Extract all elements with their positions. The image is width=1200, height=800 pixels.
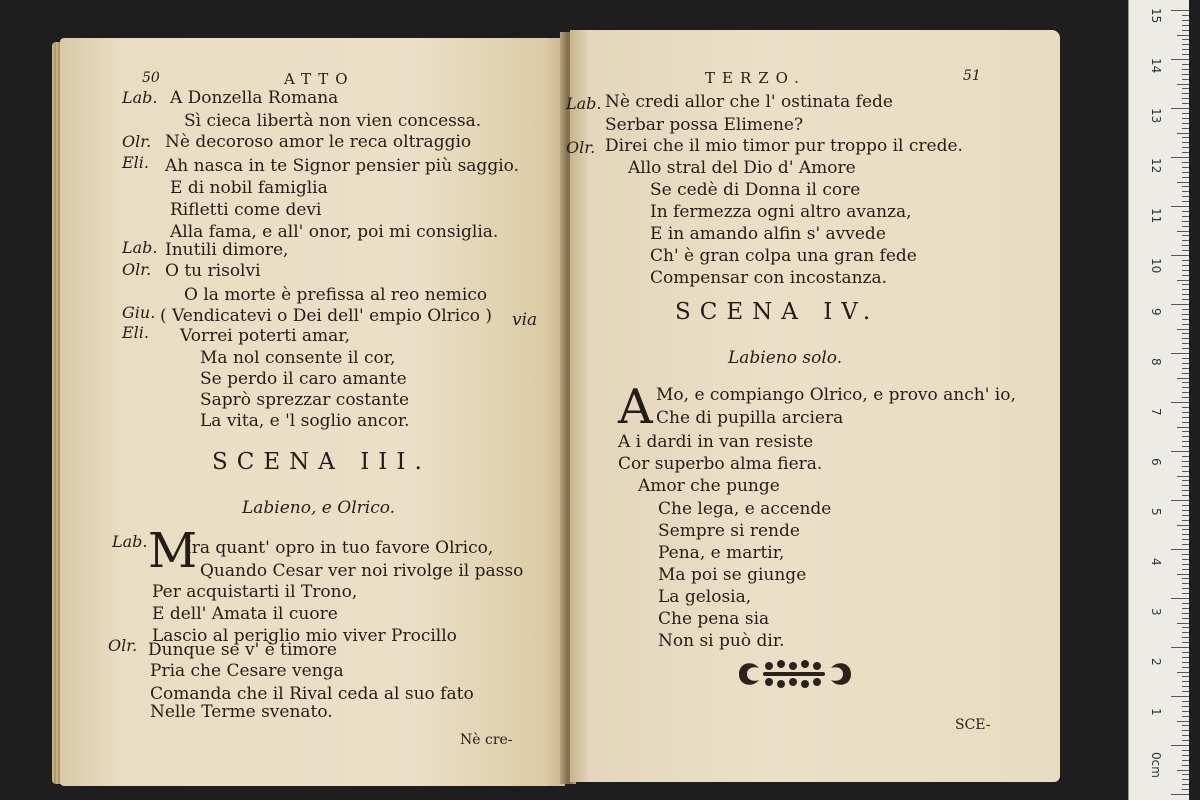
ruler-tick	[1182, 667, 1189, 668]
ruler-tick	[1182, 39, 1189, 40]
ruler-tick	[1177, 133, 1189, 134]
ruler-tick	[1177, 721, 1189, 722]
verse-line: Alla fama, e all' onor, poi mi consiglia.	[170, 222, 499, 242]
ruler-tick	[1182, 657, 1189, 658]
ruler-tick	[1182, 706, 1189, 707]
verse-line: E di nobil famiglia	[170, 178, 328, 198]
ruler-tick	[1171, 206, 1189, 207]
verse-line: Cor superbo alma fiera.	[618, 454, 823, 474]
verse-line: Saprò sprezzar costante	[200, 390, 410, 410]
ruler-tick	[1182, 676, 1189, 677]
ruler-tick	[1177, 84, 1189, 85]
verse-line: Mo, e compiango Olrico, e provo anch' io,	[656, 385, 1016, 405]
ruler-tick	[1182, 784, 1189, 785]
ruler-tick	[1182, 44, 1189, 45]
ruler-tick	[1182, 392, 1189, 393]
ruler-tick	[1182, 539, 1189, 540]
speaker-label: Lab.	[566, 94, 602, 113]
ruler-tick	[1182, 554, 1189, 555]
ruler-tick	[1182, 196, 1189, 197]
ruler-tick	[1182, 113, 1189, 114]
ruler-number: 11	[1149, 208, 1163, 224]
verse-line: Ch' è gran colpa una gran fede	[650, 246, 917, 266]
ruler-tick	[1182, 637, 1189, 638]
ruler-tick	[1182, 431, 1189, 432]
ruler-tick	[1182, 152, 1189, 153]
ruler-number: 4	[1149, 558, 1163, 566]
ruler-tick	[1182, 485, 1189, 486]
ruler-tick	[1182, 177, 1189, 178]
verse-line: Inutili dimore,	[165, 240, 289, 260]
ruler-tick	[1182, 461, 1189, 462]
verse-line: O tu risolvi	[165, 261, 261, 281]
ruler-number: 7	[1149, 408, 1163, 416]
verse-line: Rifletti come devi	[170, 200, 322, 220]
ruler-tick	[1182, 765, 1189, 766]
ruler-tick	[1182, 397, 1189, 398]
ruler-tick	[1182, 588, 1189, 589]
right-running-header: TERZO.	[705, 69, 806, 87]
ruler-tick	[1171, 108, 1189, 109]
verse-line: Quando Cesar ver noi rivolge il passo	[200, 561, 524, 581]
ruler-tick	[1182, 216, 1189, 217]
ruler-tick	[1182, 505, 1189, 506]
speaker-label: Olr.	[122, 260, 152, 279]
ruler-tick	[1171, 745, 1189, 746]
ruler-tick	[1182, 324, 1189, 325]
verse-line: Nelle Terme svenato.	[150, 702, 333, 722]
stage-direction: via	[512, 310, 538, 330]
ruler-tick	[1182, 123, 1189, 124]
ruler-tick	[1171, 598, 1189, 599]
speaker-label: Lab.	[112, 532, 148, 551]
ruler-tick	[1182, 593, 1189, 594]
speaker-label: Giu.	[122, 303, 156, 322]
ruler-tick	[1177, 770, 1189, 771]
verse-line: Per acquistarti il Trono,	[152, 582, 358, 602]
ruler-tick	[1182, 407, 1189, 408]
ruler-tick	[1182, 79, 1189, 80]
verse-line: Ma poi se giunge	[658, 565, 807, 585]
ruler-tick	[1177, 525, 1189, 526]
ruler-tick	[1182, 627, 1189, 628]
verse-line: A i dardi in van resiste	[618, 432, 814, 452]
ruler-tick	[1182, 314, 1189, 315]
ruler-tick	[1182, 740, 1189, 741]
scene-heading: SCENA III.	[212, 449, 431, 475]
ruler-tick	[1182, 618, 1189, 619]
ruler-tick	[1182, 309, 1189, 310]
ruler-tick	[1171, 549, 1189, 550]
ruler-number: 0cm	[1149, 752, 1163, 778]
verse-line: Che di pupilla arciera	[656, 408, 844, 428]
ruler-tick	[1182, 54, 1189, 55]
ruler-tick	[1171, 59, 1189, 60]
ruler-tick	[1182, 103, 1189, 104]
ruler-tick	[1182, 471, 1189, 472]
ruler-tick	[1171, 696, 1189, 697]
ruler-tick	[1177, 623, 1189, 624]
verse-line: E in amando alfin s' avvede	[650, 224, 886, 244]
ruler-tick	[1171, 255, 1189, 256]
ruler-tick	[1182, 373, 1189, 374]
ruler-tick	[1182, 603, 1189, 604]
verse-line: Che lega, e accende	[658, 499, 832, 519]
ruler-tick	[1182, 20, 1189, 21]
ruler-tick	[1182, 260, 1189, 261]
ruler-tick	[1182, 711, 1189, 712]
ruler-number: 13	[1149, 108, 1163, 124]
right-page-number: 51	[963, 68, 981, 84]
scene-characters: Labieno, e Olrico.	[242, 498, 396, 518]
ruler-tick	[1177, 672, 1189, 673]
ruler-tick	[1182, 343, 1189, 344]
ruler-tick	[1182, 544, 1189, 545]
ruler-number: 6	[1149, 458, 1163, 466]
verse-line: Serbar possa Elimene?	[605, 115, 804, 135]
ruler-tick	[1182, 142, 1189, 143]
ruler-tick	[1182, 348, 1189, 349]
ruler-tick	[1177, 378, 1189, 379]
ruler-tick	[1182, 294, 1189, 295]
ruler-tick	[1171, 451, 1189, 452]
ruler-tick	[1182, 735, 1189, 736]
speaker-label: Eli.	[122, 323, 149, 342]
ruler-tick	[1182, 88, 1189, 89]
ruler-tick	[1182, 235, 1189, 236]
ruler-tick	[1182, 564, 1189, 565]
ruler-number: 8	[1149, 358, 1163, 366]
ruler-tick	[1182, 98, 1189, 99]
ruler-tick	[1182, 289, 1189, 290]
ruler-tick	[1182, 137, 1189, 138]
verse-line: Sì cieca libertà non vien concessa.	[184, 111, 482, 131]
ruler-tick	[1182, 510, 1189, 511]
ruler-tick	[1177, 280, 1189, 281]
speaker-label: Olr.	[108, 636, 138, 655]
ruler-tick	[1182, 93, 1189, 94]
ruler-tick	[1182, 382, 1189, 383]
ruler-tick	[1182, 520, 1189, 521]
verse-line: Se cedè di Donna il core	[650, 180, 861, 200]
ruler-number: 2	[1149, 658, 1163, 666]
ruler-tick	[1182, 515, 1189, 516]
measurement-ruler	[1128, 0, 1189, 800]
ruler-tick	[1177, 574, 1189, 575]
ruler-number: 15	[1149, 8, 1163, 24]
ruler-tick	[1182, 167, 1189, 168]
ruler-number: 9	[1149, 308, 1163, 316]
ruler-tick	[1182, 466, 1189, 467]
verse-line: Nè credi allor che l' ostinata fede	[605, 92, 893, 112]
ruler-tick	[1182, 368, 1189, 369]
left-page-number: 50	[142, 70, 160, 86]
ruler-tick	[1182, 529, 1189, 530]
ruler-tick	[1182, 730, 1189, 731]
ruler-tick	[1182, 265, 1189, 266]
verse-line: Nè decoroso amor le reca oltraggio	[165, 132, 472, 152]
catchword: Nè cre-	[460, 732, 513, 748]
verse-line: In fermezza ogni altro avanza,	[650, 202, 912, 222]
verse-line: La vita, e 'l soglio ancor.	[200, 411, 410, 431]
catchword: SCE-	[955, 717, 991, 733]
ruler-tick	[1182, 49, 1189, 50]
verse-line: Amor che punge	[638, 476, 780, 496]
verse-line: Allo stral del Dio d' Amore	[628, 158, 856, 178]
ruler-tick	[1182, 774, 1189, 775]
ruler-tick	[1182, 583, 1189, 584]
ruler-tick	[1182, 417, 1189, 418]
left-page	[60, 38, 565, 786]
speaker-label: Olr.	[122, 132, 152, 151]
drop-cap: M	[148, 523, 198, 579]
ruler-number: 12	[1149, 158, 1163, 174]
ruler-tick	[1182, 64, 1189, 65]
ruler-tick	[1182, 750, 1189, 751]
verse-line: Sempre si rende	[658, 521, 800, 541]
ruler-tick	[1182, 147, 1189, 148]
ruler-tick	[1182, 74, 1189, 75]
ruler-tick	[1182, 250, 1189, 251]
speaker-label: Lab.	[122, 238, 158, 257]
ruler-tick	[1182, 686, 1189, 687]
ruler-tick	[1182, 201, 1189, 202]
ruler-tick	[1182, 275, 1189, 276]
scene-characters: Labieno solo.	[728, 348, 843, 368]
ruler-tick	[1182, 632, 1189, 633]
ruler-tick	[1177, 231, 1189, 232]
ruler-tick	[1182, 691, 1189, 692]
ruler-tick	[1182, 30, 1189, 31]
ruler-tick	[1182, 662, 1189, 663]
ruler-tick	[1182, 226, 1189, 227]
ruler-tick	[1182, 436, 1189, 437]
verse-line: Comanda che il Rival ceda al suo fato	[150, 684, 474, 704]
verse-line: Pena, e martir,	[658, 543, 785, 563]
speaker-label: Eli.	[122, 153, 149, 172]
ruler-tick	[1182, 446, 1189, 447]
ruler-tick	[1171, 353, 1189, 354]
printer-ornament-icon	[735, 656, 855, 692]
ruler-tick	[1182, 578, 1189, 579]
ruler-tick	[1182, 755, 1189, 756]
ruler-tick	[1182, 789, 1189, 790]
ruler-tick	[1171, 647, 1189, 648]
ruler-tick	[1182, 725, 1189, 726]
ruler-tick	[1182, 299, 1189, 300]
ruler-tick	[1171, 10, 1189, 11]
ruler-tick	[1182, 118, 1189, 119]
verse-line: Compensar con incostanza.	[650, 268, 888, 288]
ruler-tick	[1182, 358, 1189, 359]
ruler-tick	[1177, 476, 1189, 477]
left-running-header: ATTO	[284, 70, 355, 88]
ruler-tick	[1182, 25, 1189, 26]
ruler-tick	[1182, 642, 1189, 643]
ruler-tick	[1182, 652, 1189, 653]
ruler-tick	[1171, 304, 1189, 305]
ruler-number: 5	[1149, 508, 1163, 516]
ruler-tick	[1182, 128, 1189, 129]
ruler-tick	[1182, 15, 1189, 16]
ruler-tick	[1182, 760, 1189, 761]
ruler-tick	[1182, 495, 1189, 496]
scene-heading: SCENA IV.	[675, 299, 880, 325]
verse-line: Che pena sia	[658, 609, 770, 629]
ruler-tick	[1182, 681, 1189, 682]
ruler-tick	[1182, 221, 1189, 222]
verse-line: Se perdo il caro amante	[200, 369, 407, 389]
ruler-tick	[1182, 245, 1189, 246]
speaker-label: Lab.	[122, 88, 158, 107]
ruler-number: 1	[1149, 708, 1163, 716]
ruler-tick	[1182, 186, 1189, 187]
ruler-tick	[1182, 613, 1189, 614]
verse-line: Vorrei poterti amar,	[180, 326, 350, 346]
ruler-tick	[1182, 69, 1189, 70]
ruler-tick	[1182, 172, 1189, 173]
verse-line: Ah nasca in te Signor pensier più saggio.	[165, 156, 519, 176]
ruler-tick	[1182, 211, 1189, 212]
ruler-tick	[1182, 608, 1189, 609]
verse-line: Ira quant' opro in tuo favore Olrico,	[185, 538, 494, 558]
ruler-tick	[1182, 338, 1189, 339]
ruler-tick	[1182, 779, 1189, 780]
ruler-tick	[1177, 35, 1189, 36]
ruler-tick	[1177, 329, 1189, 330]
ruler-tick	[1177, 427, 1189, 428]
ruler-tick	[1182, 569, 1189, 570]
verse-line: E dell' Amata il cuore	[152, 604, 338, 624]
ruler-tick	[1182, 701, 1189, 702]
verse-line: Pria che Cesare venga	[150, 661, 344, 681]
ruler-tick	[1182, 716, 1189, 717]
ruler-tick	[1182, 333, 1189, 334]
ruler-tick	[1182, 412, 1189, 413]
verse-line: La gelosia,	[658, 587, 752, 607]
ruler-tick	[1171, 402, 1189, 403]
ruler-number: 10	[1149, 258, 1163, 274]
ruler-tick	[1182, 490, 1189, 491]
ruler-tick	[1182, 456, 1189, 457]
ruler-tick	[1182, 387, 1189, 388]
verse-line: Ma nol consente il cor,	[200, 348, 396, 368]
ruler-tick	[1182, 191, 1189, 192]
ruler-tick	[1171, 794, 1189, 795]
ruler-tick	[1177, 182, 1189, 183]
speaker-label: Olr.	[566, 138, 596, 157]
ruler-tick	[1182, 422, 1189, 423]
verse-line: A Donzella Romana	[170, 88, 339, 108]
ruler-tick	[1182, 534, 1189, 535]
ruler-tick	[1182, 319, 1189, 320]
ruler-tick	[1182, 240, 1189, 241]
drop-cap: A	[618, 379, 653, 435]
ruler-tick	[1182, 162, 1189, 163]
ruler-tick	[1182, 363, 1189, 364]
ruler-number: 14	[1149, 58, 1163, 74]
ruler-tick	[1171, 500, 1189, 501]
ruler-tick	[1182, 270, 1189, 271]
verse-line: Lascio al periglio mio viver Procillo	[152, 626, 457, 646]
verse-line: O la morte è prefissa al reo nemico	[184, 285, 488, 305]
ruler-number: 3	[1149, 608, 1163, 616]
ruler-tick	[1182, 284, 1189, 285]
verse-line: ( Vendicatevi o Dei dell' empio Olrico )	[160, 306, 493, 326]
ruler-tick	[1171, 157, 1189, 158]
verse-line: Non si può dir.	[658, 631, 785, 651]
ruler-tick	[1182, 480, 1189, 481]
verse-line: Direi che il mio timor pur troppo il crede.	[605, 136, 963, 156]
ruler-tick	[1182, 559, 1189, 560]
verse-line: Dunque se v' è timore	[148, 640, 337, 660]
ruler-tick	[1182, 441, 1189, 442]
